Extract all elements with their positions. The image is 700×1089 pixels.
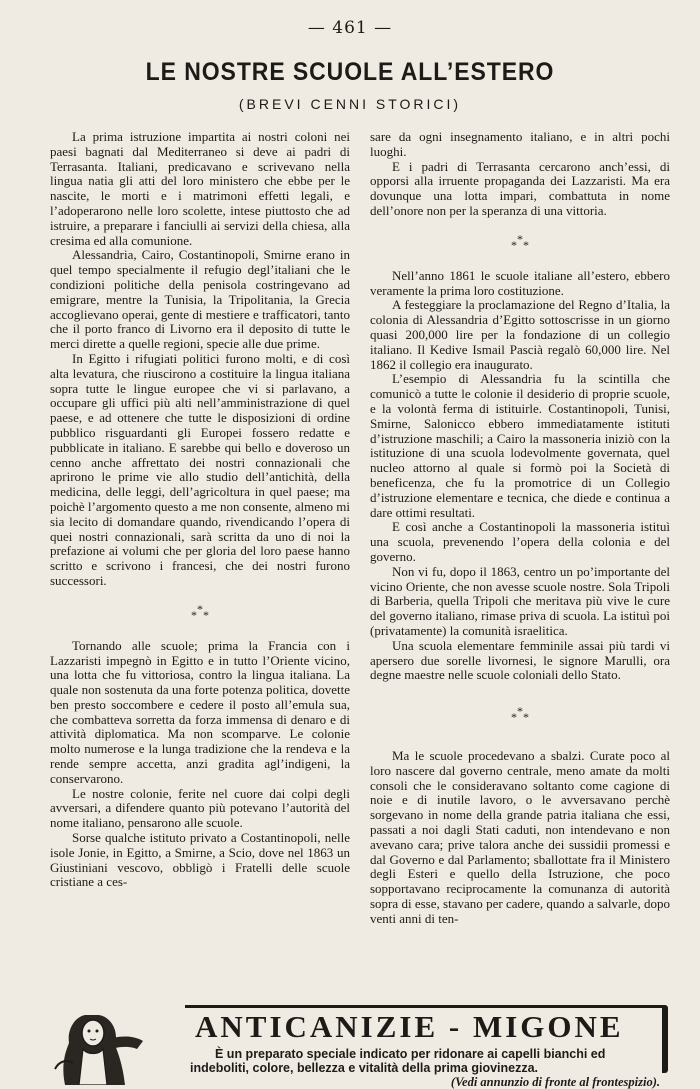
article-subtitle: (BREVI CENNI STORICI)	[238, 96, 462, 112]
paragraph: A festeggiare la proclamazione del Regno d’Italia, la colonia di Alessandria d’Egitto sottoscrisse in un giorno quasi 200,000 lire per la fondazione di un collegio italiano. Il Kedive Ismail Pascià regalò 60,000 lire. Nel 1862 il collegio era inaugurato.	[370, 297, 670, 372]
asterism-star: *	[517, 704, 523, 719]
asterism-star: *	[197, 601, 203, 616]
paragraph: Le nostre colonie, ferite nel cuore dai colpi degli avversari, a difendere quanto più potevano l’autorità del nome italiano, pensarono alle scuole.	[50, 785, 350, 831]
left-column	[50, 130, 350, 890]
asterism-star: *	[523, 710, 529, 725]
section-divider	[50, 601, 350, 622]
paragraph: Alessandria, Cairo, Costantinopoli, Smirne erano in quel tempo specialmente il refugio degl’italiani che le condizioni politiche della penisola costringevano ad emigrare, mentre la Tunisia, la Tripolitania, la Grecia accoglievano operai, gente di mestiere e trafficatori, tanto che il porto franco di Livorno era il deposito di tutte le merci dirette a quelle regioni, specie alle due prime.	[50, 247, 350, 352]
section-divider	[370, 704, 670, 725]
page-number: — 461 —	[307, 18, 393, 38]
ad-title: ANTICANIZIE - MIGONE	[195, 1009, 624, 1044]
paragraph: L’esempio di Alessandria fu la scintilla che comunicò a tutte le colonie il desiderio di proprie scuole, e la volontà ferma di istituirle. Costantinopoli, Tunisi, Smirne, Salonicco ebbero immediatamente istituti d’istruzione maschili; a Cairo la massoneria iniziò con la istituzione di una scuola lodevolmente governata, quel nucleo attorno al quale si formò poi la Società di beneficenza, che fu la promotrice di un Collegio d’istruzione elementare e tecnica, che diede e continua a dare ottimi resultati.	[370, 371, 670, 520]
right-column	[370, 130, 670, 927]
asterism-star: *	[511, 237, 517, 252]
ad-text-line: indeboliti, colore, bellezza e vitalità della prima giovinezza.	[190, 1061, 539, 1075]
paragraph: In Egitto i rifugiati politici furono molti, e di così alta levatura, che riuscirono a costituire la lingua italiana sopra tutte le lingue europee che vi si parlavano, a occupare gli uffici più alti nell’amministrazione di quel paese, e ad ottenere che tutte le disposizioni di ordine pubblico risguardanti gli Europei fossero redatte e pubblicate in italiano. E sarebbe qui bello e doveroso un cenno anche affrettato dei nostri connazionali che aprirono le prime vie allo studio dell’antichità, della medicina, delle leggi, dell’agricoltura in quel paese; ma poichè l’argomento questo a me non consente, almeno mi sia lecito di domandare quando, rivendicando l’opera di quei nostri connazionali, sarà scritta da uno di noi la prefazione ai volumi che per gloria del loro paese hanno scritto e scrivono i francesi, che dei nostri furono successori.	[50, 350, 350, 588]
asterism-star: *	[523, 237, 529, 252]
paragraph: E i padri di Terrasanta cercarono anch’essi, di opporsi alla irruente propaganda dei Lazzaristi. Ma era dovunque una lotta impari, combattuta in nome dell’onore non per la speranza di una vittoria.	[370, 158, 670, 218]
asterism-star: *	[511, 710, 517, 725]
ad-text-line: È un preparato speciale indicato per ridonare ai capelli bianchi ed	[215, 1047, 606, 1061]
paragraph: Sorse qualche istituto privato a Costantinopoli, nelle isole Jonie, in Egitto, a Smirne, a Scio, dove nel 1863 un Giustiniani vescovo, obbligò i Fratelli delle scuole cristiane a ces-	[50, 830, 350, 890]
paragraph: Ma le scuole procedevano a sbalzi. Curate poco al loro nascere dal governo centrale, meno amate da molti consoli che le consideravano soltanto come cagione di noie e di inutile lavoro, o le avversavano perchè sorgevano in nome della grande patria italiana che essi, passati a noi dagli Stati caduti, non intendevano e non avevano cara; prive talora anche dei sussidii promessi e dal Governo e dal Parlamento; sballottate fra il Ministero degli Esteri e quello della Istruzione, che poco sopportavano reciprocamente la comunanza di autorità sopra di esse, stavano per cadere, quando a salvarle, dopo venti anni di ten-	[370, 748, 670, 926]
paragraph: Non vi fu, dopo il 1863, centro un po’importante del vicino Oriente, che non avesse scuole nostre. Sola Tripoli di Barberia, quella Tripoli che meritava più vive le cure del governo italiano, rimase priva di scuola. La istituì poi (privatamente) la comunità israelitica.	[370, 563, 670, 638]
section-divider	[370, 231, 670, 252]
paragraph: E così anche a Costantinopoli la massoneria istituì una scuola, prevenendo l’opera della colonia e del governo.	[370, 519, 670, 564]
paragraph: sare da ogni insegnamento italiano, e in altri pochi luoghi.	[370, 129, 670, 159]
paragraph: Una scuola elementare femminile assai più tardi vi apersero due sorelle livornesi, le signore Marulli, ora degne maestre nelle scuole coloniali dello Stato.	[370, 637, 670, 683]
paragraph: Tornando alle scuole; prima la Francia con i Lazzaristi impegnò in Egitto e in tutto l’Oriente vicino, una lotta che fu vittoriosa, contro la lingua italiana. La quale non sostenuta da una forte potenza politica, dovette ben presto soccombere e cedere il posto all’emula sua, che combatteva sorretta da forza immensa di denaro e di attività diplomatica. Ma non scomparve. Le colonie molto numerose e la lunga tradizione che la rendeva e la rende sempre accetta, anzi gradita agl’indigeni, la conservarono.	[50, 637, 350, 786]
ad-reference-line: (Vedi annunzio di fronte al frontespizio).	[450, 1075, 660, 1089]
advertisement	[45, 1005, 670, 1089]
asterism-star: *	[191, 607, 197, 622]
article-title: LE NOSTRE SCUOLE ALL’ESTERO	[145, 58, 555, 86]
paragraph: Nell’anno 1861 le scuole italiane all’estero, ebbero veramente la prima loro costituzione.	[370, 267, 670, 298]
woman-figure-icon	[45, 1005, 150, 1085]
asterism-star: *	[203, 607, 209, 622]
paragraph: La prima istruzione impartita ai nostri coloni nei paesi bagnati dal Mediterraneo si deve ai padri di Terrasanta. Italiani, predicavano e scrivevano nella lingua natia gli atti del loro ministero che ebbe per le nascite, le morti e i matrimoni effetti legali, e l’adoperarono nelle loro scolette, intese piuttosto che ad istruire, a preparare i fanciulli ai servizi della chiesa, alla cresima ed alla comunione.	[50, 129, 350, 248]
asterism-star: *	[517, 231, 523, 246]
